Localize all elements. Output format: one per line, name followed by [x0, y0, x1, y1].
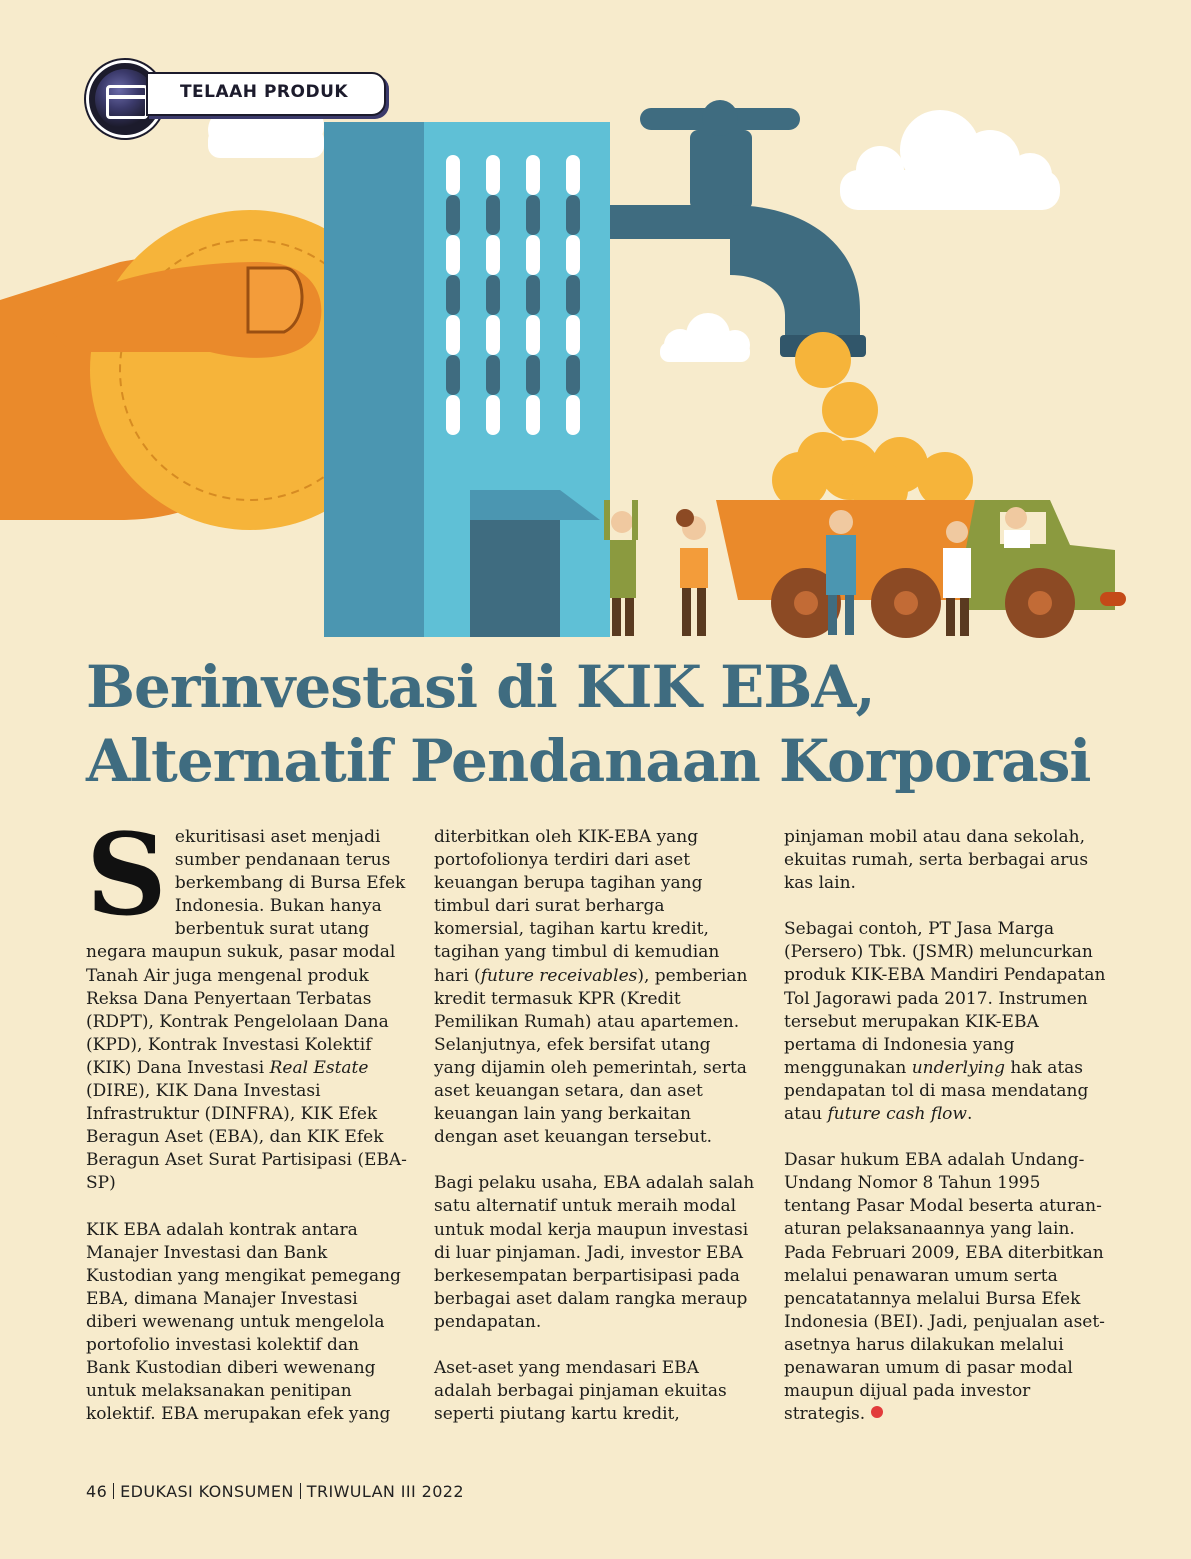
page-number: 46: [86, 1482, 108, 1501]
article-title: [86, 650, 1126, 798]
paragraph-text: hak atas pendapatan tol di masa mendatang atau: [784, 1057, 1089, 1125]
italic-term: future cash flow: [827, 1104, 967, 1125]
page-footer: [86, 1482, 464, 1501]
footer-divider: [300, 1483, 301, 1499]
paragraph: Aset-aset yang mendasari EBA adalah berbagai pinjaman ekuitas seperti piutang kartu kredit,: [434, 1357, 727, 1425]
section-tag: [86, 60, 386, 130]
truck-illustration: [716, 437, 1126, 638]
text-column-3: [784, 826, 1106, 1449]
italic-term: underlying: [911, 1057, 1005, 1078]
card-icon: [106, 85, 148, 119]
title-line: Alternatif Pendanaan Korporasi: [86, 727, 1091, 795]
publication-name: EDUKASI KONSUMEN: [120, 1482, 294, 1501]
cloud-icon: [660, 313, 750, 362]
end-mark-icon: [871, 1406, 883, 1418]
paragraph-text: diterbitkan oleh KIK-EBA yang portofolionya terdiri dari aset keuangan berupa tagihan yang timbul dari surat berharga komersial, tagihan kartu kredit, tagihan yang timbul di kemudian hari (: [434, 827, 720, 986]
cloud-icon: [840, 110, 1060, 210]
paragraph: [86, 810, 408, 1196]
paragraph: KIK EBA adalah kontrak antara Manajer Investasi dan Bank Kustodian yang mengikat pemegang EBA, dimana Manajer Investasi diberi wewenang untuk mengelola portofolio investasi kolektif dan Bank Kustodian diberi wewenang untuk melaksanakan penitipan kolektif. EBA merupakan efek yang: [86, 1219, 401, 1425]
paragraph-text: Dasar hukum EBA adalah Undang-Undang Nomor 8 Tahun 1995 tentang Pasar Modal beserta aturan-aturan pelaksanaannya yang lain. Pada Februari 2009, EBA diterbitkan melalui penawaran umum serta pencatatannya melalui Bursa Efek Indonesia (BEI). Jadi, penjualan aset-asetnya harus dilakukan melalui penawaran umum di pasar modal maupun dijual pada investor strategis.: [784, 1150, 1105, 1425]
paragraph: Bagi pelaku usaha, EBA adalah salah satu alternatif untuk meraih modal untuk modal kerja maupun investasi di luar pinjaman. Jadi, investor EBA berkesempatan berpartisipasi pada berbagai aset dalam rangka meraup pendapatan.: [434, 1173, 755, 1332]
paragraph-text: .: [966, 1104, 973, 1125]
paragraph: [784, 1149, 1106, 1426]
section-label: TELAAH PRODUK: [179, 82, 349, 102]
paragraph-text: ), pemberian kredit termasuk KPR (Kredit Pemilikan Rumah) atau apartemen. Selanjutnya, efek bersifat utang yang dijamin oleh pemerintah, serta aset keuangan setara, dan aset keuangan lain yang berkaitan dengan aset keuangan tersebut.: [434, 965, 748, 1148]
paragraph-text: Sebagai contoh, PT Jasa Marga (Persero) Tbk. (JSMR) meluncurkan produk KIK-EBA Mandiri Pendapatan Tol Jagorawi pada 2017. Instrumen tersebut merupakan KIK-EBA pertama di Indonesia yang menggunakan: [784, 919, 1106, 1078]
drop-cap: S: [86, 810, 167, 941]
italic-term: Real Estate: [269, 1057, 369, 1078]
title-line: Berinvestasi di KIK EBA,: [86, 653, 875, 721]
paragraph: [784, 918, 1106, 1126]
text-column-1: [86, 810, 408, 1449]
issue-label: TRIWULAN III 2022: [306, 1482, 464, 1501]
italic-term: future receivables: [480, 965, 638, 986]
paragraph: [434, 826, 756, 1149]
paragraph-text: (DIRE), KIK Dana Investasi Infrastruktur (DINFRA), KIK Efek Beragun Aset (EBA), dan KIK Efek Beragun Aset Surat Partisipasi (EBA-SP): [86, 1081, 407, 1194]
paragraph: pinjaman mobil atau dana sekolah, ekuitas rumah, serta berbagai arus kas lain.: [784, 827, 1089, 894]
paragraph-text: ekuritisasi aset menjadi sumber pendanaan terus berkembang di Bursa Efek Indonesia. Bukan hanya berbentuk surat utang negara maupun sukuk, pasar modal Tanah Air juga mengenal produk Reksa Dana Penyertaan Terbatas (RDPT), Kontrak Pengelolaan Dana (KPD), Kontrak Investasi Kolektif (KIK) Dana Investasi: [86, 827, 406, 1078]
faucet-icon: [610, 100, 866, 357]
thumbnail-illustration: [248, 268, 302, 332]
text-column-2: [434, 826, 756, 1449]
footer-divider: [113, 1483, 114, 1499]
